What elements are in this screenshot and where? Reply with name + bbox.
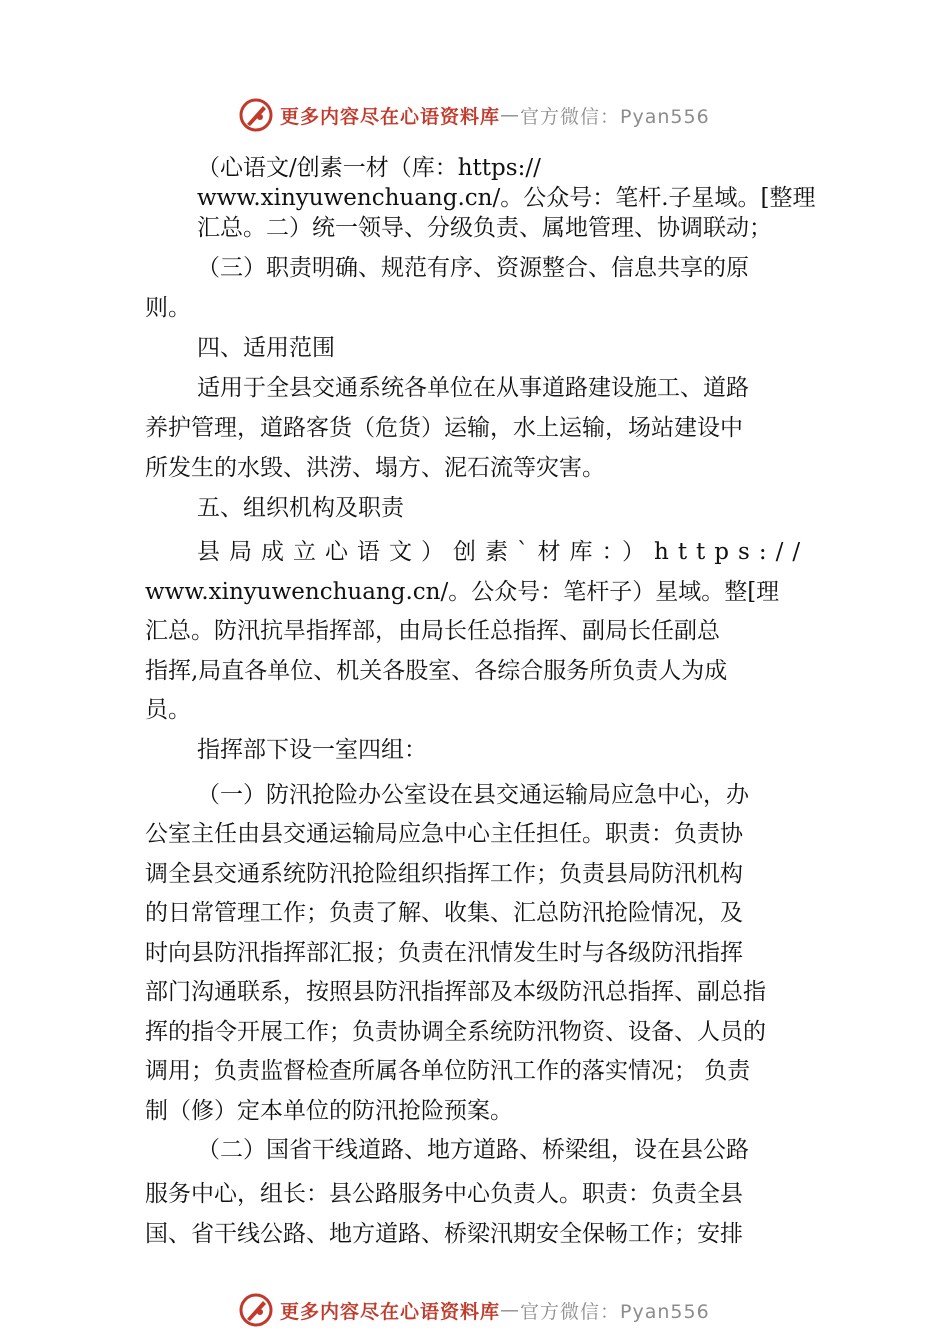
text-line: 调用；负责监督检查所属各单位防汛工作的落实情况； 负责 <box>145 1058 751 1084</box>
text-line: 挥的指令开展工作；负责协调全系统防汛物资、设备、人员的 <box>145 1019 766 1045</box>
text-line: 县局成立心语文）创素`材库：）https:// <box>197 539 810 565</box>
text-line: 员。 <box>145 697 191 723</box>
text-line: 所发生的水毁、洪涝、塌方、泥石流等灾害。 <box>145 455 605 481</box>
text-line: 调全县交通系统防汛抢险组织指挥工作；负责县局防汛机构 <box>145 861 743 887</box>
text-line: 适用于全县交通系统各单位在从事道路建设施工、道路 <box>197 375 749 401</box>
text-line: www.xinyuwenchuang.cn/。公众号：笔杆.子星域。[整理 <box>197 185 816 211</box>
text-line: 指挥,局直各单位、机关各股室、各综合服务所负责人为成 <box>145 658 728 684</box>
banner-red-text: 更多内容尽在心语资料库 <box>280 1300 501 1323</box>
text-line: （二）国省干线道路、地方道路、桥梁组，设在县公路 <box>197 1137 749 1163</box>
text-line: （三）职责明确、规范有序、资源整合、信息共享的原 <box>197 255 749 281</box>
text-line: （心语文/创素一材（库：https:// <box>197 155 541 181</box>
text-line: 汇总。防汛抗旱指挥部，由局长任总指挥、副局长任副总 <box>145 618 720 644</box>
text-line: 则。 <box>145 295 191 321</box>
banner-red-text: 更多内容尽在心语资料库 <box>280 105 501 128</box>
text-line: （一）防汛抢险办公室设在县交通运输局应急中心，办 <box>197 782 749 808</box>
text-line: 时向县防汛指挥部汇报；负责在汛情发生时与各级防汛指挥 <box>145 940 743 966</box>
banner-dash: — <box>500 1299 521 1321</box>
pen-seal-icon <box>238 97 274 133</box>
text-line: 汇总。二）统一领导、分级负责、属地管理、协调联动； <box>197 215 772 241</box>
text-line: 指挥部下设一室四组： <box>197 737 427 763</box>
section-heading: 四、适用范围 <box>197 335 335 361</box>
footer-banner <box>238 1291 710 1329</box>
text-line: 部门沟通联系，按照县防汛指挥部及本级防汛总指挥、副总指 <box>145 979 766 1005</box>
banner-wechat-text: 官方微信：Pyan556 <box>520 1300 710 1323</box>
banner-dash: — <box>500 104 521 126</box>
text-line: www.xinyuwenchuang.cn/。公众号：笔杆子）星域。整[理 <box>145 579 780 605</box>
section-heading: 五、组织机构及职责 <box>197 495 404 521</box>
text-line: 公室主任由县交通运输局应急中心主任担任。职责：负责协 <box>145 821 743 847</box>
text-line: 的日常管理工作；负责了解、收集、汇总防汛抢险情况，及 <box>145 900 743 926</box>
text-line: 制（修）定本单位的防汛抢险预案。 <box>145 1098 513 1124</box>
text-line: 服务中心，组长：县公路服务中心负责人。职责：负责全县 <box>145 1181 743 1207</box>
pen-seal-icon <box>238 1292 274 1328</box>
text-line: 国、省干线公路、地方道路、桥梁汛期安全保畅工作；安排 <box>145 1221 743 1247</box>
text-line: 养护管理，道路客货（危货）运输，水上运输，场站建设中 <box>145 415 743 441</box>
banner-wechat-text: 官方微信：Pyan556 <box>520 105 710 128</box>
header-banner <box>238 96 710 134</box>
